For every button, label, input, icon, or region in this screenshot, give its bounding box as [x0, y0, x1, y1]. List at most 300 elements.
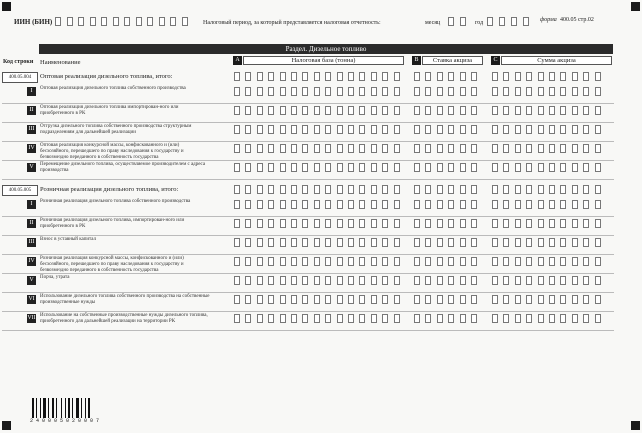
excise-amount-cell[interactable] — [515, 219, 521, 228]
excise-rate-cell[interactable] — [425, 314, 431, 323]
excise-rate-cell[interactable] — [425, 144, 431, 153]
tax-base-cell[interactable] — [302, 125, 308, 134]
tax-base-cell[interactable] — [314, 163, 320, 172]
excise-rate-cell[interactable] — [460, 238, 466, 247]
excise-rate-cell[interactable] — [448, 276, 454, 285]
tax-base-cell[interactable] — [382, 238, 388, 247]
tax-base-cell[interactable] — [348, 257, 354, 266]
tax-base-cell[interactable] — [337, 144, 343, 153]
tax-base-cell[interactable] — [325, 106, 331, 115]
excise-amount-cell[interactable] — [515, 200, 521, 209]
excise-amount-cell[interactable] — [572, 144, 578, 153]
tax-base-cell[interactable] — [325, 295, 331, 304]
excise-rate-cell[interactable] — [448, 87, 454, 96]
tax-base-cell[interactable] — [245, 257, 251, 266]
excise-amount-cell[interactable] — [572, 163, 578, 172]
tax-base-cell[interactable] — [348, 200, 354, 209]
excise-amount-cell[interactable] — [549, 185, 555, 194]
tax-base-cell[interactable] — [337, 238, 343, 247]
tax-base-cell[interactable] — [394, 295, 400, 304]
tax-base-cell[interactable] — [234, 314, 240, 323]
excise-amount-cell[interactable] — [492, 185, 498, 194]
tax-base-cell[interactable] — [371, 257, 377, 266]
excise-rate-cell[interactable] — [437, 125, 443, 134]
tax-base-cell[interactable] — [280, 257, 286, 266]
excise-amount-cell[interactable] — [515, 87, 521, 96]
excise-rate-cell[interactable] — [448, 106, 454, 115]
tax-base-cell[interactable] — [268, 200, 274, 209]
excise-rate-cell[interactable] — [437, 238, 443, 247]
tax-base-cell[interactable] — [337, 219, 343, 228]
excise-amount-cell[interactable] — [583, 276, 589, 285]
tax-base-cell[interactable] — [245, 238, 251, 247]
tax-base-cell[interactable] — [280, 106, 286, 115]
tax-base-cell[interactable] — [337, 295, 343, 304]
month-cells[interactable] — [448, 17, 472, 29]
excise-rate-cell[interactable] — [471, 163, 477, 172]
tax-base-cell[interactable] — [394, 314, 400, 323]
tax-base-cell[interactable] — [291, 257, 297, 266]
excise-amount-cell[interactable] — [538, 144, 544, 153]
tax-base-cell[interactable] — [245, 185, 251, 194]
excise-rate-cell[interactable] — [448, 238, 454, 247]
excise-amount-cell[interactable] — [583, 238, 589, 247]
tax-base-cell[interactable] — [371, 106, 377, 115]
tax-base-cell[interactable] — [325, 72, 331, 81]
tax-base-cell[interactable] — [382, 144, 388, 153]
excise-rate-cell[interactable] — [425, 106, 431, 115]
excise-amount-cell[interactable] — [503, 87, 509, 96]
excise-rate-cell[interactable] — [460, 144, 466, 153]
tax-base-cell[interactable] — [280, 219, 286, 228]
year-digit-cell[interactable] — [487, 17, 493, 26]
tax-base-cell[interactable] — [245, 314, 251, 323]
excise-amount-cell[interactable] — [503, 72, 509, 81]
tax-base-cell[interactable] — [234, 87, 240, 96]
tax-base-cell[interactable] — [302, 163, 308, 172]
excise-rate-cell[interactable] — [437, 295, 443, 304]
tax-base-cell[interactable] — [394, 276, 400, 285]
tax-base-cell[interactable] — [245, 144, 251, 153]
tax-base-cell[interactable] — [280, 295, 286, 304]
tax-base-cell[interactable] — [268, 314, 274, 323]
tax-base-cell[interactable] — [371, 125, 377, 134]
excise-amount-cell[interactable] — [560, 257, 566, 266]
tax-base-cell[interactable] — [291, 87, 297, 96]
excise-amount-cell[interactable] — [583, 163, 589, 172]
excise-amount-cell[interactable] — [515, 106, 521, 115]
tax-base-cell[interactable] — [348, 314, 354, 323]
excise-rate-cell[interactable] — [437, 106, 443, 115]
tax-base-cell[interactable] — [257, 144, 263, 153]
excise-amount-cell[interactable] — [583, 87, 589, 96]
excise-rate-cell[interactable] — [471, 106, 477, 115]
excise-amount-cell[interactable] — [492, 163, 498, 172]
inn-digit-cell[interactable] — [55, 17, 61, 26]
tax-base-cell[interactable] — [371, 163, 377, 172]
excise-amount-cell[interactable] — [538, 185, 544, 194]
tax-base-cell[interactable] — [337, 87, 343, 96]
tax-base-cell[interactable] — [291, 200, 297, 209]
excise-amount-cell[interactable] — [560, 125, 566, 134]
tax-base-cell[interactable] — [314, 106, 320, 115]
excise-amount-cell[interactable] — [595, 106, 601, 115]
tax-base-cell[interactable] — [280, 314, 286, 323]
tax-base-cell[interactable] — [337, 163, 343, 172]
excise-amount-cell[interactable] — [492, 200, 498, 209]
tax-base-cell[interactable] — [371, 314, 377, 323]
tax-base-cell[interactable] — [371, 295, 377, 304]
tax-base-cell[interactable] — [291, 144, 297, 153]
excise-amount-cell[interactable] — [572, 238, 578, 247]
excise-amount-cell[interactable] — [503, 144, 509, 153]
excise-amount-cell[interactable] — [572, 276, 578, 285]
tax-base-cell[interactable] — [382, 276, 388, 285]
tax-base-cell[interactable] — [394, 200, 400, 209]
excise-rate-cell[interactable] — [414, 238, 420, 247]
excise-rate-cell[interactable] — [425, 72, 431, 81]
excise-amount-cell[interactable] — [515, 295, 521, 304]
excise-amount-cell[interactable] — [595, 185, 601, 194]
excise-amount-cell[interactable] — [572, 295, 578, 304]
tax-base-cell[interactable] — [268, 238, 274, 247]
excise-rate-cell[interactable] — [437, 185, 443, 194]
tax-base-cell[interactable] — [291, 106, 297, 115]
excise-rate-cell[interactable] — [460, 314, 466, 323]
excise-rate-cell[interactable] — [448, 144, 454, 153]
year-digit-cell[interactable] — [499, 17, 505, 26]
tax-base-cell[interactable] — [325, 200, 331, 209]
excise-rate-cell[interactable] — [414, 163, 420, 172]
excise-amount-cell[interactable] — [560, 144, 566, 153]
tax-base-cell[interactable] — [302, 257, 308, 266]
excise-amount-cell[interactable] — [503, 238, 509, 247]
excise-amount-cell[interactable] — [538, 276, 544, 285]
tax-base-cell[interactable] — [394, 238, 400, 247]
tax-base-cell[interactable] — [234, 185, 240, 194]
tax-base-cell[interactable] — [314, 219, 320, 228]
tax-base-cell[interactable] — [302, 276, 308, 285]
excise-amount-cell[interactable] — [583, 72, 589, 81]
tax-base-cell[interactable] — [257, 106, 263, 115]
tax-base-cell[interactable] — [234, 238, 240, 247]
inn-digit-cell[interactable] — [170, 17, 176, 26]
excise-amount-cell[interactable] — [595, 219, 601, 228]
excise-amount-cell[interactable] — [595, 125, 601, 134]
tax-base-cell[interactable] — [234, 295, 240, 304]
excise-amount-cell[interactable] — [583, 295, 589, 304]
tax-base-cell[interactable] — [257, 185, 263, 194]
tax-base-cell[interactable] — [268, 295, 274, 304]
tax-base-cell[interactable] — [348, 87, 354, 96]
tax-base-cell[interactable] — [280, 185, 286, 194]
tax-base-cell[interactable] — [291, 295, 297, 304]
tax-base-cell[interactable] — [234, 276, 240, 285]
excise-amount-cell[interactable] — [595, 314, 601, 323]
inn-digit-cell[interactable] — [67, 17, 73, 26]
excise-amount-cell[interactable] — [583, 125, 589, 134]
tax-base-cell[interactable] — [382, 125, 388, 134]
tax-base-cell[interactable] — [257, 257, 263, 266]
excise-rate-cell[interactable] — [437, 87, 443, 96]
tax-base-cell[interactable] — [348, 72, 354, 81]
excise-rate-cell[interactable] — [471, 257, 477, 266]
excise-amount-cell[interactable] — [583, 200, 589, 209]
tax-base-cell[interactable] — [325, 219, 331, 228]
excise-amount-cell[interactable] — [515, 125, 521, 134]
tax-base-cell[interactable] — [280, 163, 286, 172]
excise-rate-cell[interactable] — [471, 72, 477, 81]
excise-rate-cell[interactable] — [414, 106, 420, 115]
excise-amount-cell[interactable] — [549, 106, 555, 115]
tax-base-cell[interactable] — [234, 72, 240, 81]
tax-base-cell[interactable] — [325, 144, 331, 153]
tax-base-cell[interactable] — [257, 238, 263, 247]
excise-amount-cell[interactable] — [572, 125, 578, 134]
tax-base-cell[interactable] — [268, 106, 274, 115]
excise-amount-cell[interactable] — [492, 125, 498, 134]
excise-amount-cell[interactable] — [515, 185, 521, 194]
tax-base-cell[interactable] — [325, 185, 331, 194]
excise-amount-cell[interactable] — [538, 238, 544, 247]
excise-amount-cell[interactable] — [595, 238, 601, 247]
excise-amount-cell[interactable] — [515, 72, 521, 81]
excise-rate-cell[interactable] — [425, 185, 431, 194]
excise-amount-cell[interactable] — [526, 185, 532, 194]
excise-rate-cell[interactable] — [425, 87, 431, 96]
excise-amount-cell[interactable] — [526, 200, 532, 209]
excise-rate-cell[interactable] — [425, 276, 431, 285]
excise-rate-cell[interactable] — [425, 238, 431, 247]
tax-base-cell[interactable] — [382, 163, 388, 172]
excise-amount-cell[interactable] — [583, 257, 589, 266]
tax-base-cell[interactable] — [245, 163, 251, 172]
tax-base-cell[interactable] — [382, 72, 388, 81]
tax-base-cell[interactable] — [359, 276, 365, 285]
excise-amount-cell[interactable] — [595, 72, 601, 81]
tax-base-cell[interactable] — [325, 314, 331, 323]
excise-rate-cell[interactable] — [414, 314, 420, 323]
tax-base-cell[interactable] — [348, 219, 354, 228]
excise-amount-cell[interactable] — [549, 219, 555, 228]
excise-rate-cell[interactable] — [448, 200, 454, 209]
inn-digit-cell[interactable] — [90, 17, 96, 26]
excise-rate-cell[interactable] — [437, 200, 443, 209]
excise-rate-cell[interactable] — [448, 257, 454, 266]
excise-rate-cell[interactable] — [471, 276, 477, 285]
excise-amount-cell[interactable] — [526, 314, 532, 323]
excise-rate-cell[interactable] — [425, 125, 431, 134]
tax-base-cell[interactable] — [371, 87, 377, 96]
tax-base-cell[interactable] — [268, 257, 274, 266]
excise-rate-cell[interactable] — [414, 295, 420, 304]
excise-amount-cell[interactable] — [538, 257, 544, 266]
excise-rate-cell[interactable] — [437, 72, 443, 81]
excise-amount-cell[interactable] — [560, 163, 566, 172]
excise-amount-cell[interactable] — [560, 72, 566, 81]
excise-amount-cell[interactable] — [549, 238, 555, 247]
excise-amount-cell[interactable] — [560, 295, 566, 304]
tax-base-cell[interactable] — [234, 163, 240, 172]
excise-amount-cell[interactable] — [526, 106, 532, 115]
excise-amount-cell[interactable] — [549, 144, 555, 153]
excise-amount-cell[interactable] — [595, 276, 601, 285]
tax-base-cell[interactable] — [291, 163, 297, 172]
excise-amount-cell[interactable] — [572, 219, 578, 228]
tax-base-cell[interactable] — [325, 125, 331, 134]
tax-base-cell[interactable] — [268, 185, 274, 194]
tax-base-cell[interactable] — [268, 72, 274, 81]
tax-base-cell[interactable] — [314, 314, 320, 323]
tax-base-cell[interactable] — [302, 238, 308, 247]
excise-amount-cell[interactable] — [549, 314, 555, 323]
excise-amount-cell[interactable] — [560, 185, 566, 194]
excise-amount-cell[interactable] — [515, 257, 521, 266]
tax-base-cell[interactable] — [325, 276, 331, 285]
tax-base-cell[interactable] — [302, 72, 308, 81]
excise-amount-cell[interactable] — [538, 125, 544, 134]
tax-base-cell[interactable] — [302, 144, 308, 153]
tax-base-cell[interactable] — [394, 163, 400, 172]
excise-rate-cell[interactable] — [414, 200, 420, 209]
excise-amount-cell[interactable] — [526, 257, 532, 266]
tax-base-cell[interactable] — [359, 238, 365, 247]
excise-amount-cell[interactable] — [503, 106, 509, 115]
excise-amount-cell[interactable] — [538, 87, 544, 96]
tax-base-cell[interactable] — [348, 238, 354, 247]
excise-amount-cell[interactable] — [549, 295, 555, 304]
tax-base-cell[interactable] — [280, 200, 286, 209]
tax-base-cell[interactable] — [302, 106, 308, 115]
inn-digit-cell[interactable] — [182, 17, 188, 26]
tax-base-cell[interactable] — [359, 125, 365, 134]
excise-amount-cell[interactable] — [595, 295, 601, 304]
excise-amount-cell[interactable] — [492, 257, 498, 266]
excise-amount-cell[interactable] — [526, 125, 532, 134]
tax-base-cell[interactable] — [325, 87, 331, 96]
tax-base-cell[interactable] — [359, 185, 365, 194]
tax-base-cell[interactable] — [337, 72, 343, 81]
excise-rate-cell[interactable] — [425, 163, 431, 172]
tax-base-cell[interactable] — [337, 314, 343, 323]
excise-rate-cell[interactable] — [414, 257, 420, 266]
tax-base-cell[interactable] — [359, 106, 365, 115]
year-cells[interactable] — [487, 17, 535, 29]
excise-rate-cell[interactable] — [425, 200, 431, 209]
tax-base-cell[interactable] — [394, 125, 400, 134]
tax-base-cell[interactable] — [359, 219, 365, 228]
tax-base-cell[interactable] — [234, 200, 240, 209]
excise-amount-cell[interactable] — [572, 185, 578, 194]
tax-base-cell[interactable] — [314, 200, 320, 209]
excise-amount-cell[interactable] — [572, 314, 578, 323]
excise-amount-cell[interactable] — [549, 257, 555, 266]
excise-rate-cell[interactable] — [437, 276, 443, 285]
excise-amount-cell[interactable] — [492, 219, 498, 228]
tax-base-cell[interactable] — [280, 238, 286, 247]
excise-amount-cell[interactable] — [572, 257, 578, 266]
tax-base-cell[interactable] — [325, 163, 331, 172]
excise-amount-cell[interactable] — [515, 144, 521, 153]
tax-base-cell[interactable] — [245, 276, 251, 285]
excise-rate-cell[interactable] — [425, 219, 431, 228]
tax-base-cell[interactable] — [280, 276, 286, 285]
excise-amount-cell[interactable] — [492, 87, 498, 96]
excise-amount-cell[interactable] — [572, 72, 578, 81]
inn-cells[interactable] — [55, 17, 195, 29]
tax-base-cell[interactable] — [245, 106, 251, 115]
excise-rate-cell[interactable] — [414, 219, 420, 228]
year-digit-cell[interactable] — [523, 17, 529, 26]
excise-rate-cell[interactable] — [460, 125, 466, 134]
excise-amount-cell[interactable] — [595, 87, 601, 96]
tax-base-cell[interactable] — [382, 200, 388, 209]
tax-base-cell[interactable] — [268, 219, 274, 228]
excise-rate-cell[interactable] — [414, 72, 420, 81]
excise-amount-cell[interactable] — [572, 87, 578, 96]
inn-digit-cell[interactable] — [101, 17, 107, 26]
tax-base-cell[interactable] — [302, 314, 308, 323]
excise-amount-cell[interactable] — [595, 257, 601, 266]
excise-rate-cell[interactable] — [460, 185, 466, 194]
tax-base-cell[interactable] — [268, 163, 274, 172]
excise-rate-cell[interactable] — [437, 219, 443, 228]
excise-rate-cell[interactable] — [471, 87, 477, 96]
excise-rate-cell[interactable] — [460, 163, 466, 172]
excise-amount-cell[interactable] — [560, 276, 566, 285]
excise-rate-cell[interactable] — [460, 72, 466, 81]
tax-base-cell[interactable] — [245, 72, 251, 81]
excise-amount-cell[interactable] — [538, 106, 544, 115]
excise-rate-cell[interactable] — [471, 144, 477, 153]
tax-base-cell[interactable] — [359, 163, 365, 172]
excise-rate-cell[interactable] — [448, 163, 454, 172]
excise-amount-cell[interactable] — [549, 72, 555, 81]
tax-base-cell[interactable] — [268, 125, 274, 134]
tax-base-cell[interactable] — [359, 87, 365, 96]
tax-base-cell[interactable] — [348, 185, 354, 194]
tax-base-cell[interactable] — [302, 295, 308, 304]
tax-base-cell[interactable] — [394, 144, 400, 153]
excise-rate-cell[interactable] — [448, 185, 454, 194]
tax-base-cell[interactable] — [280, 125, 286, 134]
tax-base-cell[interactable] — [371, 72, 377, 81]
excise-amount-cell[interactable] — [572, 106, 578, 115]
excise-amount-cell[interactable] — [526, 144, 532, 153]
tax-base-cell[interactable] — [348, 125, 354, 134]
excise-amount-cell[interactable] — [560, 200, 566, 209]
tax-base-cell[interactable] — [337, 185, 343, 194]
excise-rate-cell[interactable] — [471, 314, 477, 323]
tax-base-cell[interactable] — [359, 200, 365, 209]
tax-base-cell[interactable] — [257, 276, 263, 285]
tax-base-cell[interactable] — [359, 295, 365, 304]
tax-base-cell[interactable] — [348, 276, 354, 285]
tax-base-cell[interactable] — [302, 185, 308, 194]
excise-rate-cell[interactable] — [471, 125, 477, 134]
tax-base-cell[interactable] — [234, 125, 240, 134]
excise-rate-cell[interactable] — [414, 185, 420, 194]
tax-base-cell[interactable] — [314, 295, 320, 304]
inn-digit-cell[interactable] — [124, 17, 130, 26]
excise-amount-cell[interactable] — [526, 72, 532, 81]
tax-base-cell[interactable] — [337, 276, 343, 285]
excise-amount-cell[interactable] — [560, 219, 566, 228]
tax-base-cell[interactable] — [245, 125, 251, 134]
excise-rate-cell[interactable] — [471, 238, 477, 247]
tax-base-cell[interactable] — [394, 106, 400, 115]
year-digit-cell[interactable] — [511, 17, 517, 26]
